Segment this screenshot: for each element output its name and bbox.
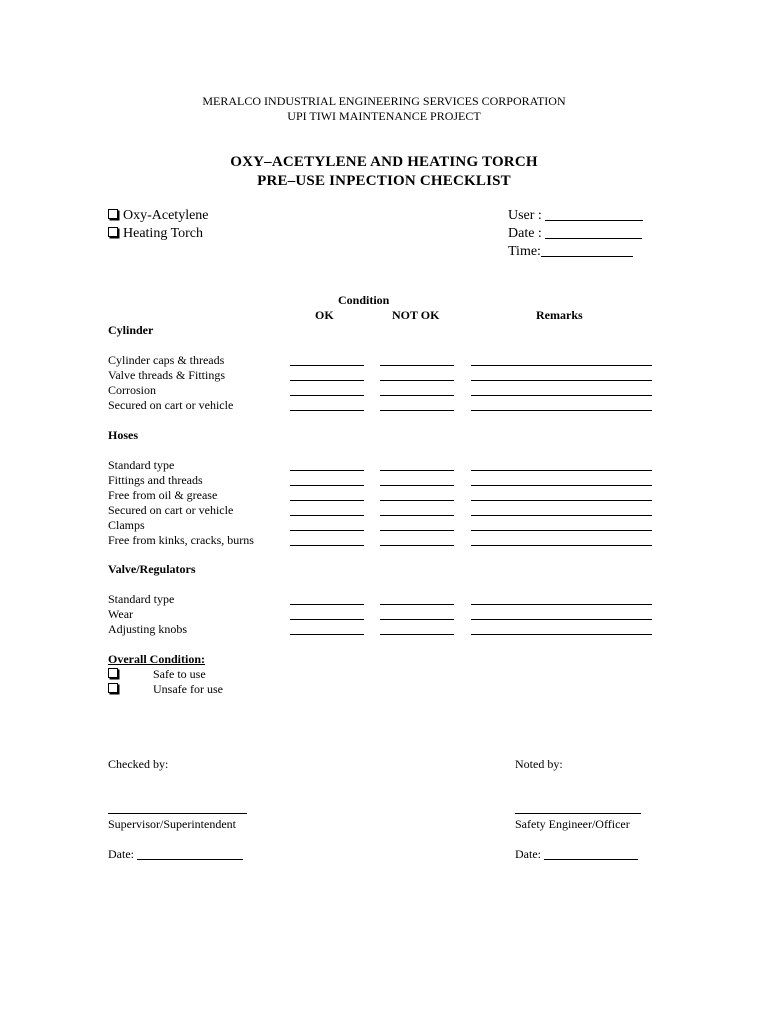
checkbox-icon[interactable]	[108, 227, 118, 237]
remarks-blank[interactable]	[471, 545, 652, 546]
not-ok-blank[interactable]	[380, 619, 454, 620]
option-oxy-acetylene[interactable]	[108, 208, 209, 224]
not-ok-blank[interactable]	[380, 634, 454, 635]
checklist-item-label: Standard type	[108, 592, 175, 606]
checklist-item-label: Wear	[108, 607, 134, 621]
not-ok-blank[interactable]	[380, 380, 454, 381]
company-name: MERALCO INDUSTRIAL ENGINEERING SERVICES CORPORATION	[202, 94, 566, 108]
checked-by-role: Supervisor/Superintendent	[108, 817, 236, 831]
not-ok-column-header: NOT OK	[392, 308, 440, 322]
ok-blank[interactable]	[290, 395, 364, 396]
project-name: UPI TIWI MAINTENANCE PROJECT	[287, 109, 481, 123]
checked-date-blank[interactable]	[137, 859, 243, 860]
option-label: Heating Torch	[123, 226, 204, 241]
overall-condition-title: Overall Condition:	[108, 652, 206, 666]
ok-blank[interactable]	[290, 545, 364, 546]
not-ok-blank[interactable]	[380, 500, 454, 501]
ok-blank[interactable]	[290, 380, 364, 381]
not-ok-blank[interactable]	[380, 530, 454, 531]
time-field[interactable]	[508, 244, 633, 260]
user-field[interactable]	[508, 208, 643, 224]
remarks-blank[interactable]	[471, 530, 652, 531]
not-ok-blank[interactable]	[380, 365, 454, 366]
time-label: Time:	[508, 244, 541, 259]
not-ok-blank[interactable]	[380, 410, 454, 411]
remarks-blank[interactable]	[471, 470, 652, 471]
checklist-item-label: Corrosion	[108, 383, 156, 397]
remarks-blank[interactable]	[471, 365, 652, 366]
overall-option-unsafe-label: Unsafe for use	[153, 682, 223, 696]
section-title-valve-regulators: Valve/Regulators	[108, 562, 196, 576]
noted-date-field[interactable]	[515, 847, 638, 861]
checklist-item-label: Fittings and threads	[108, 473, 203, 487]
remarks-blank[interactable]	[471, 500, 652, 501]
overall-option-safe-label: Safe to use	[153, 667, 206, 681]
checklist-item-label: Clamps	[108, 518, 145, 532]
overall-option-unsafe[interactable]	[108, 682, 123, 696]
checked-date-field[interactable]	[108, 847, 243, 861]
checkbox-icon[interactable]	[108, 209, 118, 219]
remarks-blank[interactable]	[471, 634, 652, 635]
noted-by-signature-line[interactable]	[515, 813, 641, 814]
remarks-blank[interactable]	[471, 515, 652, 516]
condition-header: Condition	[338, 293, 390, 307]
checklist-item-label: Free from oil & grease	[108, 488, 218, 502]
date-field[interactable]	[508, 226, 642, 242]
checklist-item-label: Standard type	[108, 458, 175, 472]
ok-blank[interactable]	[290, 500, 364, 501]
ok-blank[interactable]	[290, 530, 364, 531]
checklist-item-label: Free from kinks, cracks, burns	[108, 533, 254, 547]
time-blank[interactable]	[541, 256, 633, 257]
checkbox-icon[interactable]	[108, 683, 118, 693]
not-ok-blank[interactable]	[380, 545, 454, 546]
form-title-line-1: OXY–ACETYLENE AND HEATING TORCH	[230, 154, 538, 170]
user-blank[interactable]	[545, 220, 643, 221]
remarks-blank[interactable]	[471, 604, 652, 605]
date-blank[interactable]	[545, 238, 642, 239]
section-title-hoses: Hoses	[108, 428, 138, 442]
ok-blank[interactable]	[290, 619, 364, 620]
remarks-blank[interactable]	[471, 395, 652, 396]
option-label: Oxy-Acetylene	[123, 208, 209, 223]
overall-option-safe[interactable]	[108, 667, 123, 681]
checkbox-icon[interactable]	[108, 668, 118, 678]
option-heating-torch[interactable]	[108, 226, 203, 242]
checklist-item-label: Adjusting knobs	[108, 622, 188, 636]
checklist-item-label: Valve threads & Fittings	[108, 368, 225, 382]
checked-by-label: Checked by:	[108, 757, 169, 771]
noted-by-label: Noted by:	[515, 757, 563, 771]
remarks-column-header: Remarks	[536, 308, 583, 322]
checked-by-signature-line[interactable]	[108, 813, 247, 814]
form-title-line-2: PRE–USE INPECTION CHECKLIST	[257, 173, 511, 189]
ok-column-header: OK	[315, 308, 334, 322]
not-ok-blank[interactable]	[380, 604, 454, 605]
noted-by-role: Safety Engineer/Officer	[515, 817, 630, 831]
ok-blank[interactable]	[290, 470, 364, 471]
noted-date-blank[interactable]	[544, 859, 638, 860]
ok-blank[interactable]	[290, 365, 364, 366]
ok-blank[interactable]	[290, 634, 364, 635]
not-ok-blank[interactable]	[380, 515, 454, 516]
user-label: User :	[508, 208, 542, 223]
noted-date-label: Date:	[515, 847, 541, 861]
not-ok-blank[interactable]	[380, 485, 454, 486]
remarks-blank[interactable]	[471, 485, 652, 486]
ok-blank[interactable]	[290, 410, 364, 411]
checklist-item-label: Secured on cart or vehicle	[108, 398, 234, 412]
ok-blank[interactable]	[290, 604, 364, 605]
remarks-blank[interactable]	[471, 619, 652, 620]
date-label: Date :	[508, 226, 542, 241]
not-ok-blank[interactable]	[380, 470, 454, 471]
remarks-blank[interactable]	[471, 410, 652, 411]
ok-blank[interactable]	[290, 485, 364, 486]
ok-blank[interactable]	[290, 515, 364, 516]
checklist-item-label: Secured on cart or vehicle	[108, 503, 234, 517]
not-ok-blank[interactable]	[380, 395, 454, 396]
checked-date-label: Date:	[108, 847, 134, 861]
remarks-blank[interactable]	[471, 380, 652, 381]
checklist-item-label: Cylinder caps & threads	[108, 353, 225, 367]
section-title-cylinder: Cylinder	[108, 323, 154, 337]
